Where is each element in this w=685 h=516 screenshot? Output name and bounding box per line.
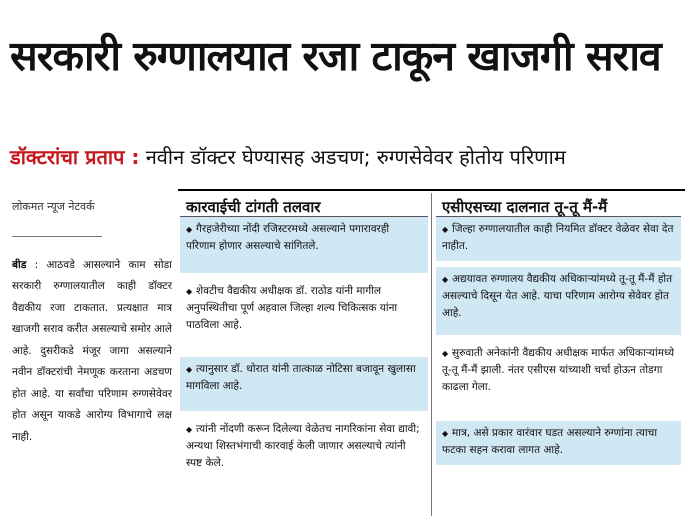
bullet-icon: ◆ — [186, 365, 193, 374]
list-item: ◆ जिल्हा रुग्णालयातील काही नियमित डॉक्टर वेळेवर सेवा देत नाहीत. — [436, 217, 681, 261]
headline: सरकारी रुग्णालयात रजा टाकून खाजगी सराव — [10, 32, 661, 80]
subheadline — [10, 143, 680, 170]
list-item: ◆ सुरुवाती अनेकांनी वैद्यकीय अधीक्षक मार्फत अधिकाऱ्यांमध्ये तू-तू मैं-मैं झाली. नंतर एसीएस यांच्याशी चर्चा होऊन तोडगा काढला गेला. — [442, 347, 675, 393]
box-column-2 — [436, 191, 681, 516]
list-item: ◆ अद्ययावत रुग्णालय वैद्यकीय अधिकाऱ्यांमध्ये तू-तू मैं-मैं होत असल्याचे दिसून येत आहे. याचा परिणाम आरोग्य सेवेवर होत आहे. — [436, 267, 681, 335]
bullet-icon: ◆ — [442, 429, 449, 438]
list-item: ◆ त्यांनी नोंदणी करून दिलेल्या वेळेतच नागरिकांना सेवा द्यावी; अन्यथा शिस्तभंगाची कारवाई केली जाणार असल्याचे त्यांनी स्पष्ट केले. — [186, 423, 420, 469]
box-column-1-title: कारवाईची टांगती तलवार — [180, 191, 428, 217]
sidebar-box — [178, 189, 685, 516]
box-column-2-title: एसीएसच्या दालनात तू-तू मैं-मैं — [436, 191, 681, 217]
list-item: ◆ मात्र, असे प्रकार वारंवार घडत असल्याने रुग्णांना त्याचा फटका सहन करावा लागत आहे. — [436, 421, 681, 465]
box-column-1 — [180, 191, 428, 516]
byline: लोकमत न्यूज नेटवर्क — [12, 200, 95, 213]
bullet-icon: ◆ — [186, 287, 193, 296]
bullet-icon: ◆ — [186, 425, 193, 434]
bullet-icon: ◆ — [186, 225, 193, 234]
bullet-icon: ◆ — [442, 349, 449, 358]
article-body-text: : आठवडे आसल्याने काम सोडा सरकारी रुग्णालयातील काही डॉक्टर वैद्यकीय रजा टाकतात. प्रत्यक्षात मात्र खाजगी सराव करीत असल्याचे समोर आले आहे. दुसरीकडे मंजूर जागा असल्याने नवीन डॉक्टरांची नेमणूक करताना अडचण होत आहे. या सर्वांचा परिणाम रुग्णसेवेवर होत असून याकडे आरोग्य विभागाचे लक्ष नाही. — [12, 258, 172, 443]
subhead-kicker: डॉक्टरांचा प्रताप : — [10, 145, 140, 169]
list-item: ◆ त्यानुसार डॉ. थोरात यांनी तात्काळ नोटिसा बजावून खुलासा मागविला आहे. — [180, 357, 428, 411]
list-item: ◆ गैरहजेरीच्या नोंदी रजिस्टरमध्ये असल्याने पगारावरही परिणाम होणार असल्याचे सांगितले. — [180, 217, 428, 273]
bullet-icon: ◆ — [442, 275, 449, 284]
bullet-icon: ◆ — [442, 225, 449, 234]
byline-rule — [12, 236, 102, 237]
subhead-text: नवीन डॉक्टर घेण्यासह अडचण; रुग्णसेवेवर होतोय परिणाम — [139, 145, 566, 169]
article-left-column — [12, 196, 172, 514]
column-divider — [431, 193, 432, 516]
list-item: ◆ शेवटीच वैद्यकीय अधीक्षक डॉ. राठोड यांनी मागील अनुपस्थितीचा पूर्ण अहवाल जिल्हा शल्य चिकित्सक यांना पाठविला आहे. — [186, 285, 398, 331]
article-body — [12, 255, 172, 449]
dateline-place: बीड — [12, 258, 27, 271]
